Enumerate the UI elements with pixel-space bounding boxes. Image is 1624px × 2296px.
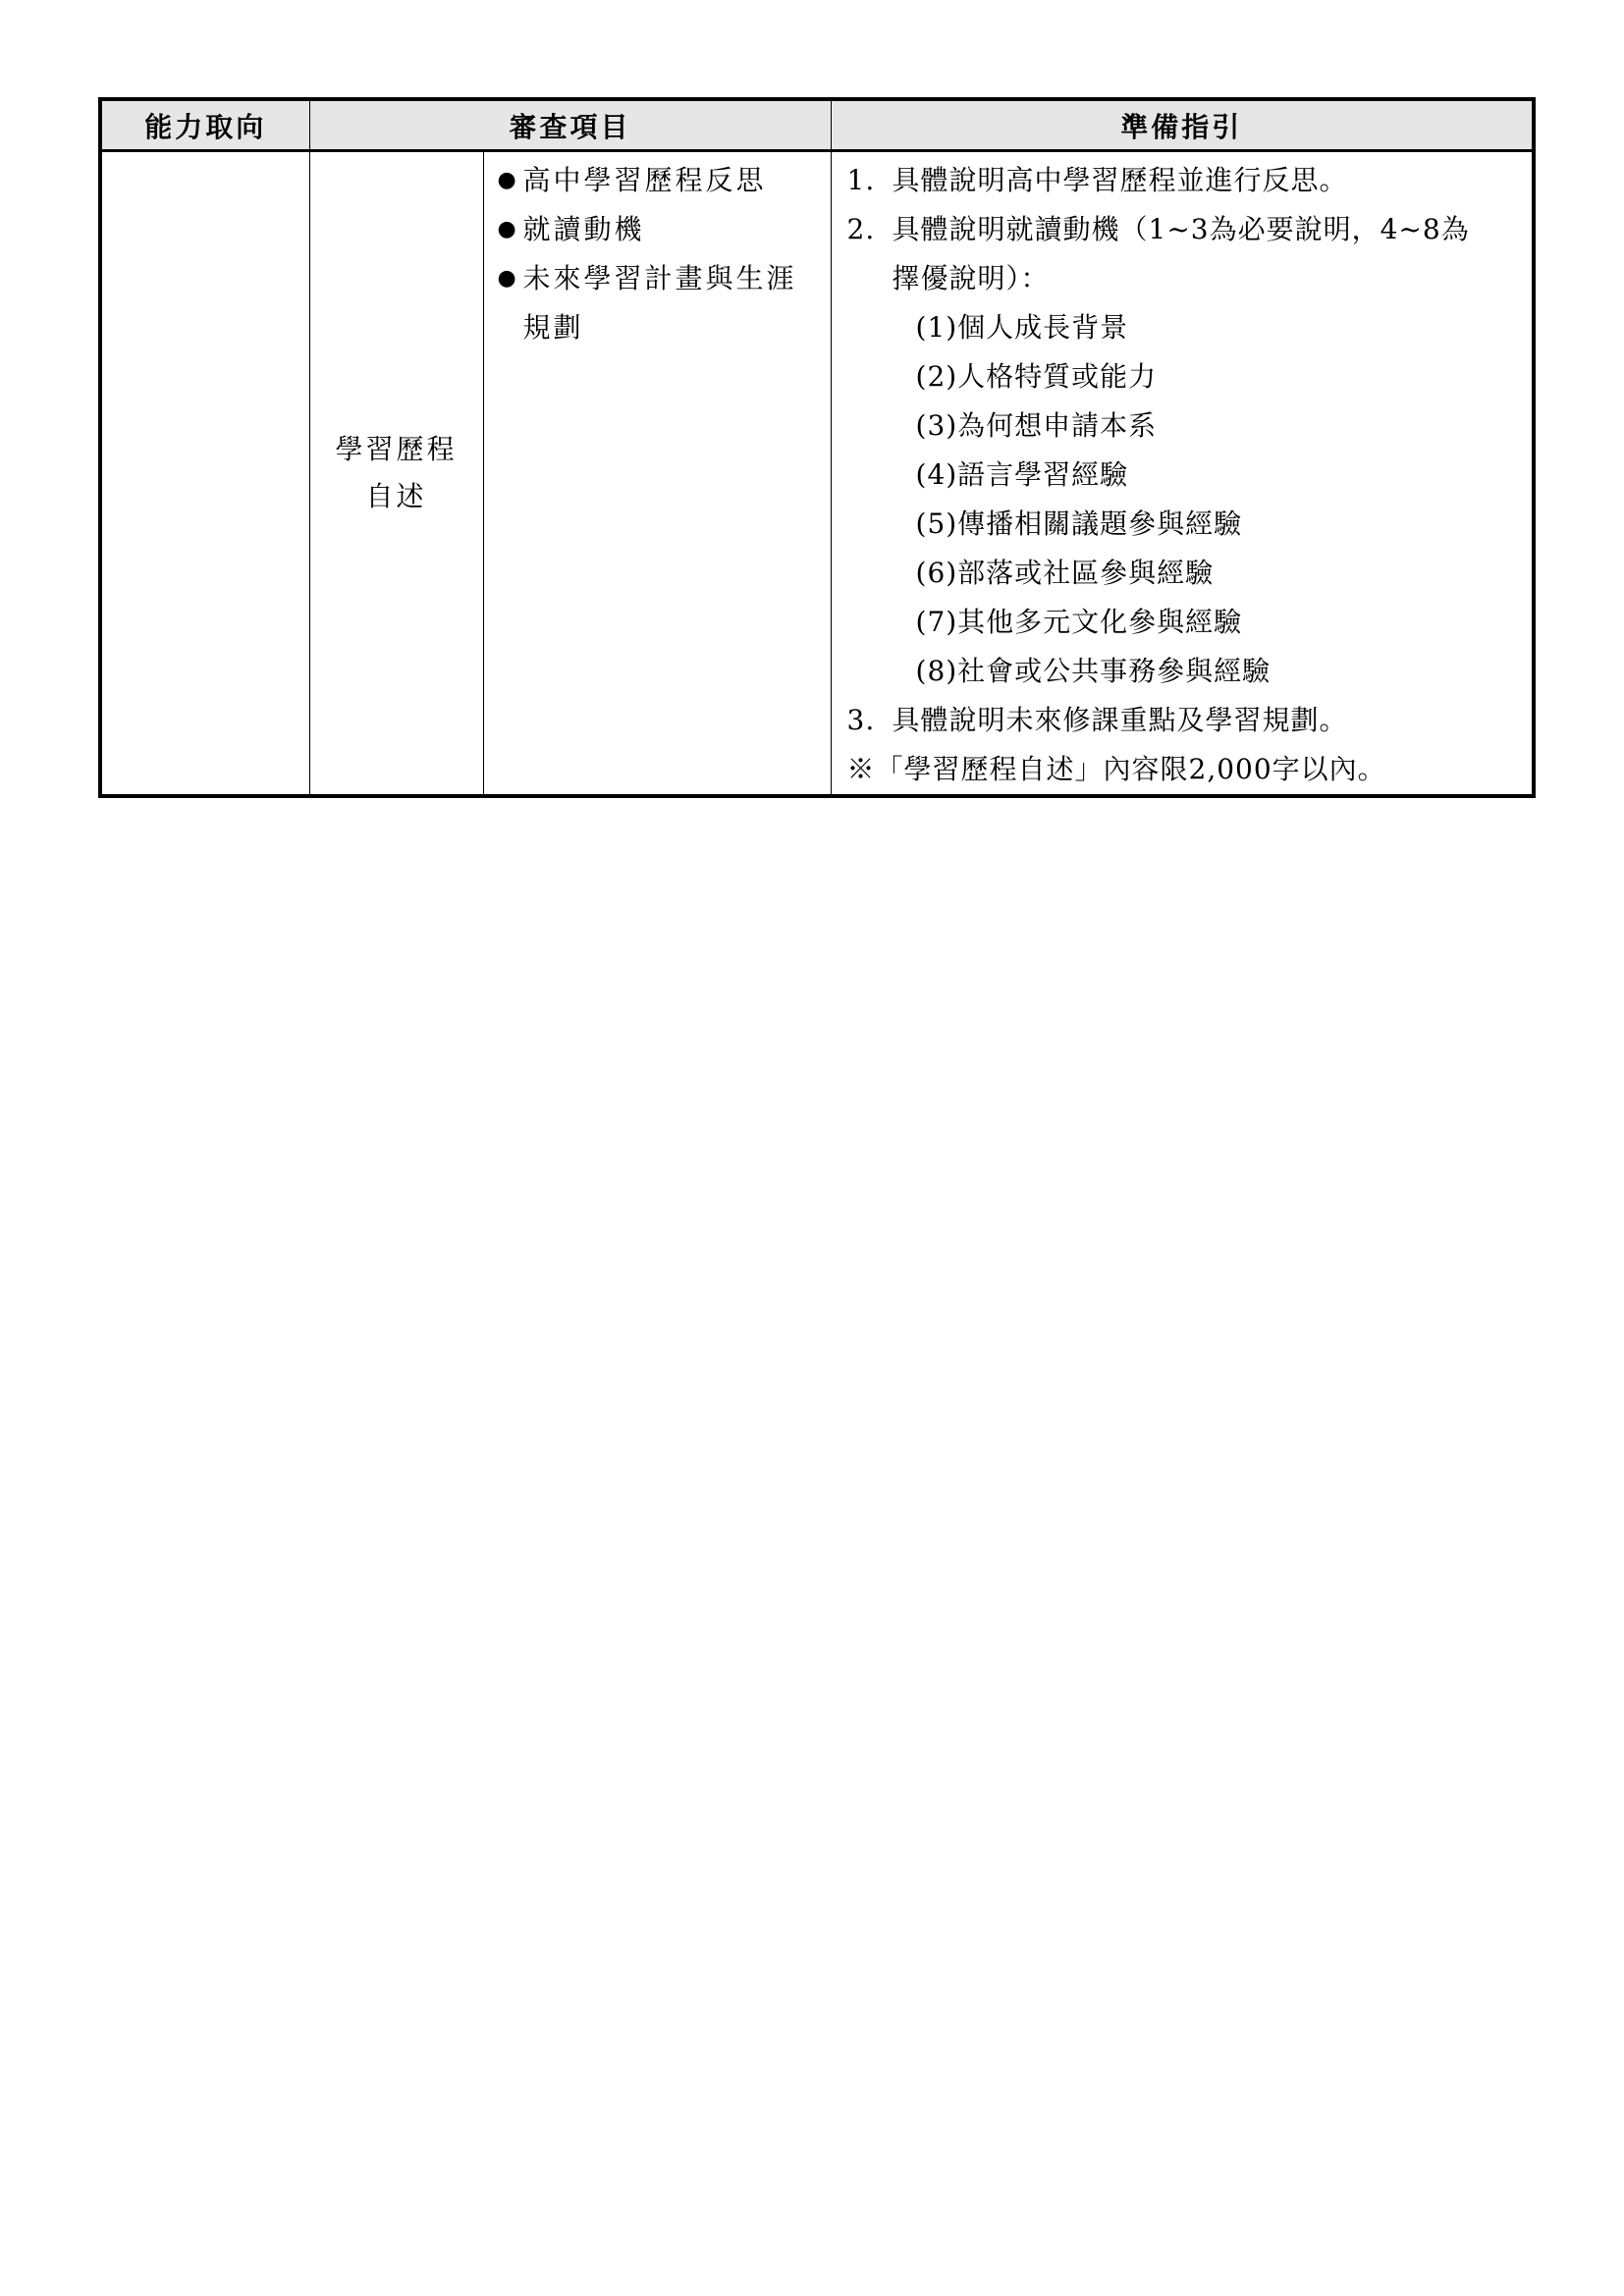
guide-item-3 <box>847 696 1527 745</box>
guide-text: 具體說明高中學習歷程並進行反思。 <box>892 164 1348 196</box>
guide-item-1 <box>847 156 1527 205</box>
list-item <box>498 254 821 352</box>
guide-text: 具體說明就讀動機（1~3為必要說明，4~8為 <box>892 213 1470 245</box>
guide-sub-item: (5)傳播相關議題參與經驗 <box>915 507 1243 540</box>
header-review-item: 審查項目 <box>309 99 831 151</box>
header-row <box>100 99 1534 151</box>
sub-item-text-cont: 規劃 <box>522 311 584 344</box>
guide-number: 1. <box>846 164 876 196</box>
guide-note: ※「學習歷程自述」內容限2,000字以內。 <box>846 753 1386 785</box>
bullet-icon: ● <box>497 217 519 241</box>
header-ability: 能力取向 <box>100 99 309 151</box>
header-guide: 準備指引 <box>831 99 1534 151</box>
sub-item-text: 未來學習計畫與生涯 <box>522 262 797 294</box>
list-item <box>498 156 821 205</box>
review-table <box>98 97 1536 798</box>
bullet-icon: ● <box>497 168 519 192</box>
review-item-line: 自述 <box>365 480 427 512</box>
sub-item-text: 就讀動機 <box>522 213 645 245</box>
ability-cell <box>100 151 309 797</box>
guide-text: 具體說明未來修課重點及學習規劃。 <box>892 704 1348 736</box>
guide-sub-item: (7)其他多元文化參與經驗 <box>915 606 1243 638</box>
guide-number: 2. <box>846 213 876 245</box>
review-item-cell <box>309 151 483 797</box>
guide-item-2 <box>847 205 1527 303</box>
guide-sub-item: (1)個人成長背景 <box>915 311 1129 344</box>
sub-item-list <box>484 152 831 352</box>
guide-number: 3. <box>846 704 876 736</box>
guide-content <box>832 152 1533 794</box>
bullet-icon: ● <box>497 266 519 291</box>
guide-sub-item: (2)人格特質或能力 <box>915 360 1158 393</box>
guide-sub-item: (6)部落或社區參與經驗 <box>915 557 1215 589</box>
sub-items-cell <box>483 151 831 797</box>
sub-item-text: 高中學習歷程反思 <box>522 164 767 196</box>
guide-text-cont: 擇優說明）： <box>892 262 1050 294</box>
guide-cell <box>831 151 1534 797</box>
table-row <box>100 151 1534 797</box>
guide-sub-item: (3)為何想申請本系 <box>915 409 1158 442</box>
list-item <box>498 205 821 254</box>
guide-sub-item: (4)語言學習經驗 <box>915 458 1129 491</box>
guide-sub-item: (8)社會或公共事務參與經驗 <box>915 655 1272 687</box>
review-item-line: 學習歷程 <box>335 433 458 465</box>
